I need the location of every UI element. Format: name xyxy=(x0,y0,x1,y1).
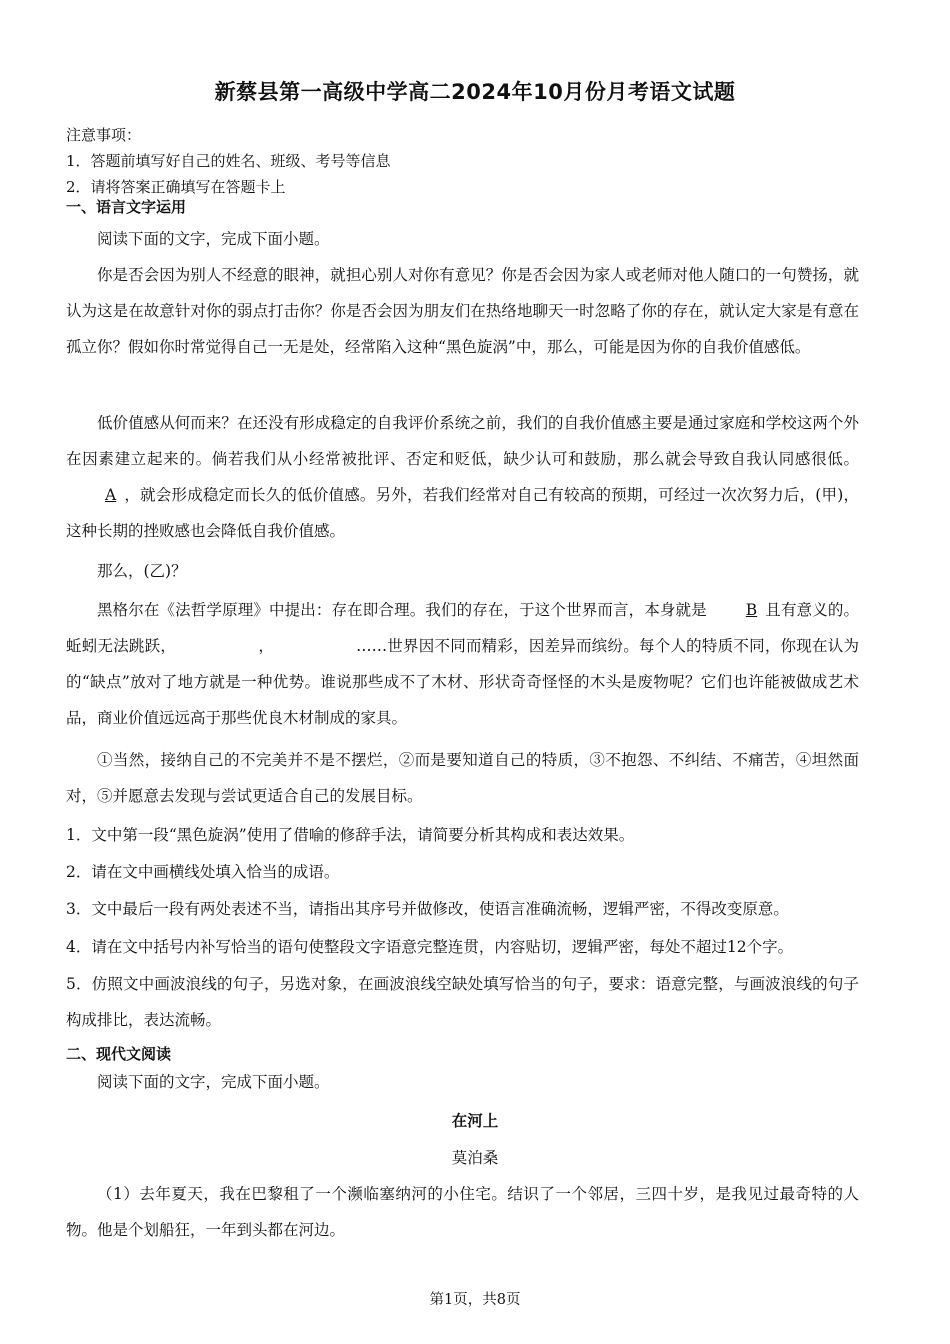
blank-a: A xyxy=(105,486,117,504)
paragraph: ①当然，接纳自己的不完美并不是不摆烂，②而是要知道自己的特质，③不抱怨、不纠结、不痛苦，④坦然面对，⑤并愿意去发现与尝试更适合自己的发展目标。 xyxy=(66,751,859,805)
paragraph-text: ，就会形成稳定而长久的低价值感。另外，若我们经常对自己有较高的预期，可经过一次次努力后，(甲)，这种长期的挫败感也会降低自我价值感。 xyxy=(66,486,859,540)
paragraph xyxy=(66,405,859,549)
paragraph-text: ， xyxy=(258,637,275,655)
paragraph: 你是否会因为别人不经意的眼神，就担心别人对你有意见？你是否会因为家人或老师对他人随口的一句赞扬，就认为这是在故意针对你的弱点打击你？你是否会因为朋友们在热络地聊天一时忽略了你的存在，就认定大家是有意在孤立你？假如你时常觉得自己一无是处，经常陷入这种“黑色旋涡”中，那么，可能是因为你的自我价值感低。 xyxy=(66,266,859,356)
section-heading: 二、现代文阅读 xyxy=(66,1045,172,1063)
page-title: 新蔡县第一高级中学高二2024年10月份月考语文试题 xyxy=(214,80,736,104)
section-heading: 一、语言文字运用 xyxy=(66,198,187,216)
notes-item: 2．请将答案正确填写在答题卡上 xyxy=(66,178,286,196)
intro-line: 阅读下面的文字，完成下面小题。 xyxy=(97,230,330,248)
question-item: 1．文中第一段“黑色旋涡”使用了借喻的修辞手法，请简要分析其构成和表达效果。 xyxy=(66,826,635,844)
question-item: 3．文中最后一段有两处表述不当，请指出其序号并做修改，使语言准确流畅，逻辑严密，不得改变原意。 xyxy=(66,900,789,918)
paragraph: 那么，(乙)？ xyxy=(97,562,187,580)
blank-b: B xyxy=(745,601,758,619)
notes-heading: 注意事项： xyxy=(66,126,142,144)
question-item: 2．请在文中画横线处填入恰当的成语。 xyxy=(66,863,340,881)
paragraph xyxy=(66,592,859,736)
paragraph: （1）去年夏天，我在巴黎租了一个濒临塞纳河的小住宅。结识了一个邻居，三四十岁，是我见过最奇特的人物。他是个划船狂，一年到头都在河边。 xyxy=(66,1185,859,1239)
paragraph-text: 且有意义的。蚯蚓无法跳跃， xyxy=(66,601,859,655)
question-item: 4．请在文中括号内补写恰当的语句使整段文字语意完整连贯，内容贴切，逻辑严密，每处不超过12个字。 xyxy=(66,938,794,956)
paragraph-text: ……世界因不同而精彩，因差异而缤纷。每个人的特质不同，你现在认为的“缺点”放对了地方就是一种优势。谁说那些成不了木材、形状奇奇怪怪的木头是废物呢？它们也许能被做成艺术品，商业价值远远高于那些优良木材制成的家具。 xyxy=(66,637,859,727)
intro-line: 阅读下面的文字，完成下面小题。 xyxy=(97,1073,330,1091)
notes-block xyxy=(66,122,859,200)
story-author: 莫泊桑 xyxy=(451,1149,499,1167)
story-title: 在河上 xyxy=(451,1112,499,1130)
notes-item: 1．答题前填写好自己的姓名、班级、考号等信息 xyxy=(66,152,391,170)
paragraph-text: 黑格尔在《法哲学原理》中提出：存在即合理。我们的存在，于这个世界而言，本身就是 xyxy=(97,601,707,619)
question-item: 5．仿照文中画波浪线的句子，另选对象，在画波浪线空缺处填写恰当的句子，要求：语意完整，与画波浪线的句子构成排比，表达流畅。 xyxy=(66,975,859,1029)
page-footer: 第1页，共8页 xyxy=(429,1292,521,1308)
paragraph-text: 低价值感从何而来？在还没有形成稳定的自我评价系统之前，我们的自我价值感主要是通过家庭和学校这两个外在因素建立起来的。倘若我们从小经常被批评、否定和贬低，缺少认可和鼓励，那么就会导致自我认同感很低。 xyxy=(66,414,859,468)
